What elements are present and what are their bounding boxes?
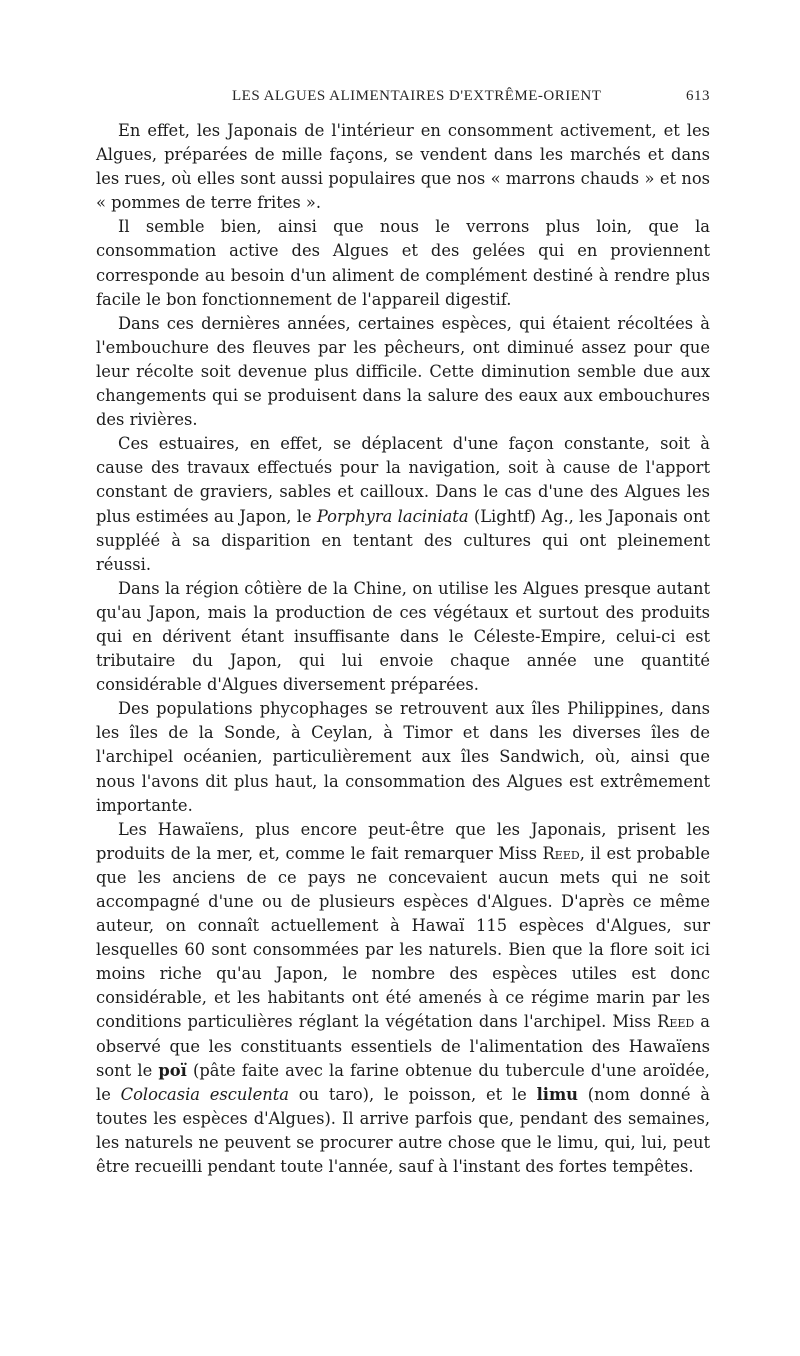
text-run: Ces estuaires, en effet, se déplacent d'une façon constante, soit à cause des travaux effectués pour la navigation, soit à cause de l'apport constant de graviers, sables et cailloux. Dans le cas d'une des Algues les plus estimées au Japon, le [96, 434, 710, 526]
running-header [232, 88, 710, 105]
body-text [96, 119, 710, 1179]
text-run: a observé que les constituants essentiels de l'alimentation des Hawaïens sont le [96, 1012, 710, 1080]
text-run: Les Hawaïens, plus encore peut-être que les Japonais, prisent les produits de la mer, et, comme le fait remarquer Miss [96, 819, 710, 863]
paragraph [96, 432, 710, 577]
text-run: Des populations phycophages se retrouvent aux îles Philippines, dans les îles de la Sonde, à Ceylan, à Timor et dans les diverses îles de l'archipel océanien, particulièrement aux îles Sandwich, où, ainsi que nous l'avons dit plus haut, la consommation des Algues est extrêmement importante. [96, 699, 710, 815]
text-run: (Lightf) Ag., les Japonais ont suppléé à sa disparition en tentant des cultures qui ont pleinement réussi. [96, 506, 710, 574]
emphasis-run: Porphyra laciniata [316, 506, 469, 526]
emphasis-run: Reed [657, 1012, 695, 1032]
text-run: (nom donné à toutes les espèces d'Algues). Il arrive parfois que, pendant des semaines, les naturels ne peuvent se procurer autre chose que le limu, qui, lui, peut être recueilli pendant toute l'année, sauf à l'instant des fortes tempêtes. [96, 1084, 710, 1177]
paragraph [96, 215, 710, 311]
text-run: , il est probable que les anciens de ce pays ne concevaient aucun mets qui ne soit accompagné d'une ou de plusieurs espèces d'Algues. D'après ce même auteur, on connaît actuellement à Hawaï 115 espèces d'Algues, sur lesquelles 60 sont consommées par les naturels. Bien que la flore soit ici moins riche qu'au Japon, le nombre des espèces utiles est donc considérable, et les habitants ont été amenés à ce régime marin par les conditions particulières réglant la végétation dans l'archipel. Miss [96, 843, 710, 1032]
text-run: En effet, les Japonais de l'intérieur en consomment activement, et les Algues, préparées de mille façons, se vendent dans les marchés et dans les rues, où elles sont aussi populaires que nos « marrons chauds » et nos « pommes de terre frites ». [96, 121, 710, 213]
emphasis-run: poï [158, 1060, 187, 1080]
paragraph [96, 119, 710, 215]
text-run: Dans ces dernières années, certaines espèces, qui étaient récoltées à l'embouchure des fleuves par les pêcheurs, ont diminué assez pour que leur récolte soit devenue plus difficile. Cette diminution semble due aux changements qui se produisent dans la salure des eaux aux embouchures des rivières. [96, 313, 710, 430]
paragraph [96, 697, 710, 817]
page [96, 88, 710, 1179]
text-run: Il semble bien, ainsi que nous le verrons plus loin, que la consommation active des Algues et des gelées qui en proviennent corresponde au besoin d'un aliment de complément destiné à rendre plus facile le bon fonctionnement de l'appareil digestif. [96, 217, 710, 309]
text-run: (pâte faite avec la farine obtenue du tubercule d'une aroïdée, le [96, 1060, 710, 1104]
emphasis-run: limu [536, 1084, 579, 1104]
text-run: Dans la région côtière de la Chine, on utilise les Algues presque autant qu'au Japon, mais la production de ces végétaux et surtout des produits qui en dérivent étant insuffisante dans le Céleste-Empire, celui-ci est tributaire du Japon, qui lui envoie chaque année une quantité considérable d'Algues diversement préparées. [96, 578, 710, 695]
paragraph [96, 818, 710, 1179]
emphasis-run: Reed [542, 843, 580, 863]
paragraph [96, 312, 710, 432]
paragraph [96, 577, 710, 697]
running-title: LES ALGUES ALIMENTAIRES D'EXTRÊME-ORIENT [232, 88, 602, 104]
text-run: ou taro), le poisson, et le [288, 1084, 537, 1104]
page-number: 613 [686, 88, 710, 104]
emphasis-run: Colocasia esculenta [120, 1084, 289, 1104]
